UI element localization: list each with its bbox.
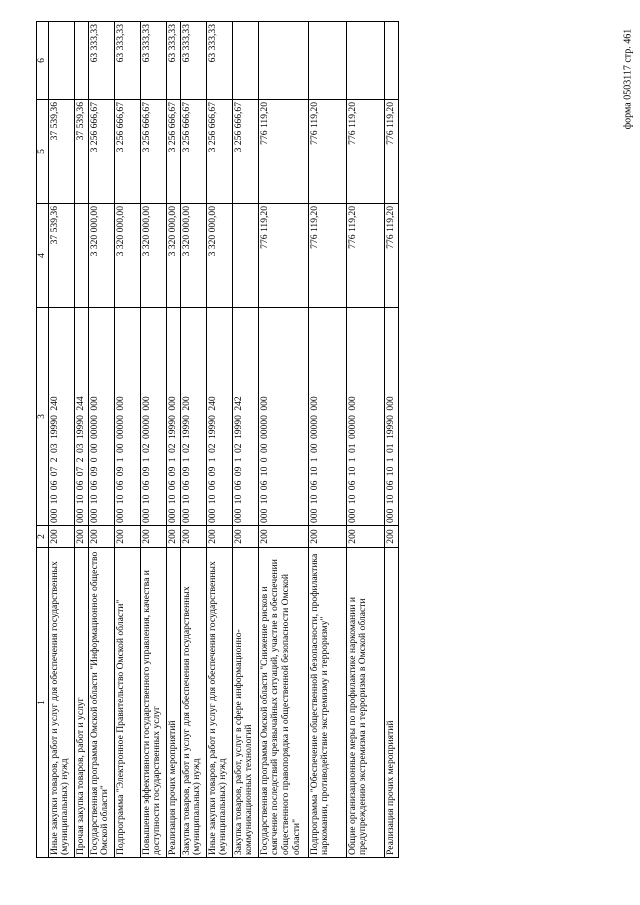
row-name: Государственная программа Омской области "Снижение рисков и смягчение последствий чрезвычайных ситуаций, участие в обеспечении общественного правопорядка и общественной безопасности Омской области" xyxy=(258,548,308,858)
column-header: 2 xyxy=(37,526,49,548)
unexecuted-amount xyxy=(308,22,346,100)
budget-classification-code: 000 10 06 09 1 00 00000 000 xyxy=(114,308,140,526)
unexecuted-amount xyxy=(346,22,384,100)
budget-classification-code: 000 10 06 09 1 02 19990 200 xyxy=(180,308,206,526)
executed-amount: 3 256 666,67 xyxy=(166,100,180,204)
unexecuted-amount: 63 333,33 xyxy=(166,22,180,100)
admin-code: 200 xyxy=(180,526,206,548)
budget-classification-code: 000 10 06 07 2 03 19990 240 xyxy=(48,308,74,526)
admin-code: 200 xyxy=(48,526,74,548)
executed-amount: 3 256 666,67 xyxy=(88,100,114,204)
unexecuted-amount: 63 333,33 xyxy=(88,22,114,100)
table-row xyxy=(74,22,88,858)
column-header: 3 xyxy=(37,308,49,526)
admin-code: 200 xyxy=(346,526,384,548)
admin-code: 200 xyxy=(206,526,232,548)
table-row xyxy=(140,22,166,858)
approved-amount: 776 119,20 xyxy=(384,204,398,308)
table-row xyxy=(384,22,398,858)
approved-amount: 3 320 000,00 xyxy=(166,204,180,308)
row-name: Закупка товаров, работ и услуг для обеспечения государственных (муниципальных) нужд xyxy=(180,548,206,858)
table-row xyxy=(206,22,232,858)
row-name: Прочая закупка товаров, работ и услуг xyxy=(74,548,88,858)
budget-classification-code: 000 10 06 09 1 02 19990 000 xyxy=(166,308,180,526)
row-name: Закупка товаров, работ, услуг в сфере информационно-коммуникационных технологий xyxy=(232,548,258,858)
executed-amount: 3 256 666,67 xyxy=(140,100,166,204)
table-row xyxy=(232,22,258,858)
table-row xyxy=(180,22,206,858)
executed-amount: 3 256 666,67 xyxy=(206,100,232,204)
approved-amount: 776 119,20 xyxy=(346,204,384,308)
approved-amount: 3 320 000,00 xyxy=(114,204,140,308)
budget-classification-code: 000 10 06 07 2 03 19990 244 xyxy=(74,308,88,526)
unexecuted-amount xyxy=(232,22,258,100)
unexecuted-amount: 63 333,33 xyxy=(206,22,232,100)
table-row xyxy=(114,22,140,858)
budget-classification-code: 000 10 06 09 1 02 19990 240 xyxy=(206,308,232,526)
report-table-container xyxy=(36,22,596,858)
unexecuted-amount xyxy=(74,22,88,100)
table-body xyxy=(48,22,398,858)
approved-amount: 37 539,36 xyxy=(48,204,74,308)
budget-classification-code: 000 10 06 10 1 01 19990 000 xyxy=(384,308,398,526)
row-name: Иные закупки товаров, работ и услуг для обеспечения государственных (муниципальных) нужд xyxy=(48,548,74,858)
column-header-row xyxy=(37,22,49,858)
admin-code: 200 xyxy=(88,526,114,548)
approved-amount: 3 320 000,00 xyxy=(180,204,206,308)
approved-amount xyxy=(232,204,258,308)
executed-amount: 37 539,36 xyxy=(74,100,88,204)
row-name: Реализация прочих мероприятий xyxy=(166,548,180,858)
admin-code: 200 xyxy=(166,526,180,548)
admin-code: 200 xyxy=(384,526,398,548)
form-label: форма 0503117 стр. 461 xyxy=(622,28,634,130)
budget-classification-code: 000 10 06 09 0 00 00000 000 xyxy=(88,308,114,526)
admin-code: 200 xyxy=(258,526,308,548)
budget-classification-code: 000 10 06 10 0 00 00000 000 xyxy=(258,308,308,526)
column-header: 5 xyxy=(37,100,49,204)
budget-classification-code: 000 10 06 09 1 02 19990 242 xyxy=(232,308,258,526)
executed-amount: 776 119,20 xyxy=(258,100,308,204)
budget-report-table xyxy=(36,21,399,858)
column-header: 6 xyxy=(37,22,49,100)
admin-code: 200 xyxy=(74,526,88,548)
executed-amount: 776 119,20 xyxy=(308,100,346,204)
column-header: 4 xyxy=(37,204,49,308)
executed-amount: 3 256 666,67 xyxy=(232,100,258,204)
row-name: Государственная программа Омской области "Информационное общество Омской области" xyxy=(88,548,114,858)
table-row xyxy=(48,22,74,858)
row-name: Общие организационные меры по профилактике наркомании и предупреждению экстремизма и терроризма в Омской области xyxy=(346,548,384,858)
approved-amount: 776 119,20 xyxy=(308,204,346,308)
budget-classification-code: 000 10 06 10 1 00 00000 000 xyxy=(308,308,346,526)
row-name: Подпрограмма "Электронное Правительство Омской области" xyxy=(114,548,140,858)
unexecuted-amount xyxy=(384,22,398,100)
approved-amount: 776 119,20 xyxy=(258,204,308,308)
approved-amount: 3 320 000,00 xyxy=(88,204,114,308)
column-header: 1 xyxy=(37,548,49,858)
unexecuted-amount: 63 333,33 xyxy=(180,22,206,100)
table-row xyxy=(88,22,114,858)
row-name: Реализация прочих мероприятий xyxy=(384,548,398,858)
row-name: Подпрограмма "Обеспечение общественной безопасности, профилактика наркомании, противодействие экстремизму и терроризму" xyxy=(308,548,346,858)
executed-amount: 776 119,20 xyxy=(384,100,398,204)
admin-code: 200 xyxy=(114,526,140,548)
executed-amount: 776 119,20 xyxy=(346,100,384,204)
approved-amount: 3 320 000,00 xyxy=(206,204,232,308)
approved-amount: 3 320 000,00 xyxy=(140,204,166,308)
executed-amount: 3 256 666,67 xyxy=(180,100,206,204)
table-row xyxy=(166,22,180,858)
budget-classification-code: 000 10 06 10 1 01 00000 000 xyxy=(346,308,384,526)
page-header xyxy=(616,12,640,146)
approved-amount xyxy=(74,204,88,308)
unexecuted-amount xyxy=(48,22,74,100)
table-row xyxy=(258,22,308,858)
unexecuted-amount xyxy=(258,22,308,100)
budget-classification-code: 000 10 06 09 1 02 00000 000 xyxy=(140,308,166,526)
admin-code: 200 xyxy=(308,526,346,548)
unexecuted-amount: 63 333,33 xyxy=(114,22,140,100)
row-name: Иные закупки товаров, работ и услуг для обеспечения государственных (муниципальных) нужд xyxy=(206,548,232,858)
executed-amount: 37 539,36 xyxy=(48,100,74,204)
table-row xyxy=(308,22,346,858)
row-name: Повышение эффективности государственного управления, качества и доступности государственных услуг xyxy=(140,548,166,858)
unexecuted-amount: 63 333,33 xyxy=(140,22,166,100)
admin-code: 200 xyxy=(140,526,166,548)
executed-amount: 3 256 666,67 xyxy=(114,100,140,204)
admin-code: 200 xyxy=(232,526,258,548)
table-row xyxy=(346,22,384,858)
